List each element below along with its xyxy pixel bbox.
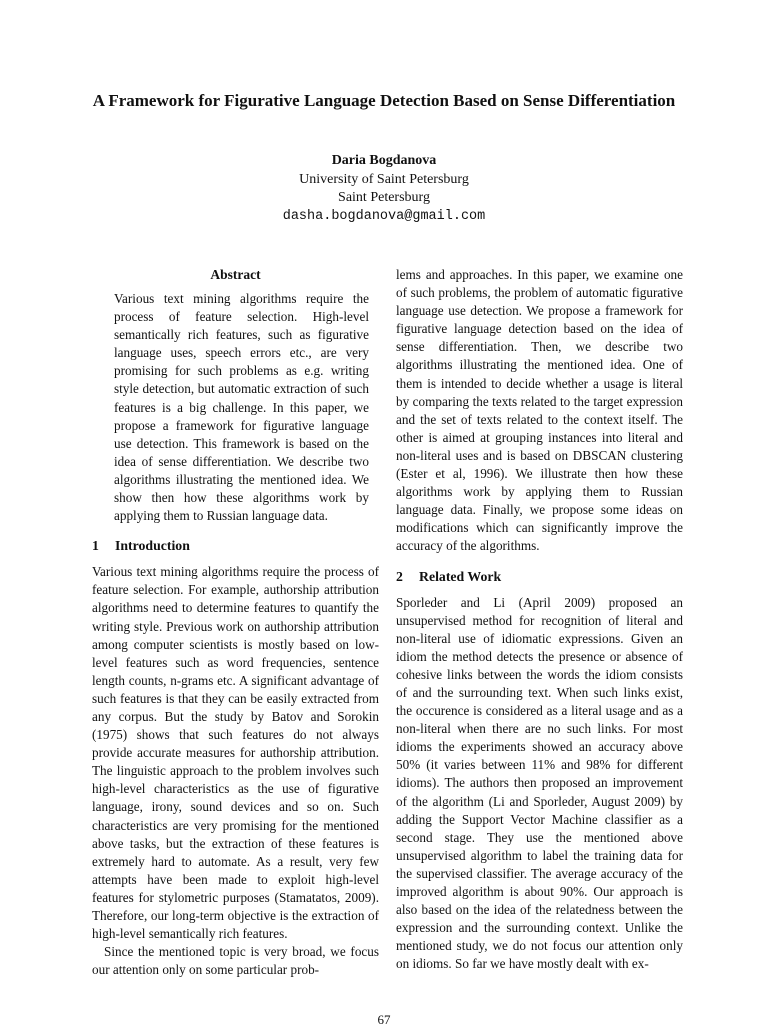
intro-paragraph-2-continued: lems and approaches. In this paper, we examine one of such problems, the problem of automatic figurative language use detection. We propose a framework for figurative language detection based on the idea of sense differentiation. Then, we describe two algorithms illustrating the mentioned idea. One of them is intended to decide whether a usage is literal by comparing the texts related to the target expression and the set of texts related to the context itself. The other is aimed at grouping instances into literal and non-literal uses and is based on DBSCAN clustering (Ester et al, 1996). We illustrate then how these algorithms work by applying them to Russian language data. Finally, we propose some ideas on modifications which can significantly improve the accuracy of the algorithms. <box>396 267 683 554</box>
section-number: 2 <box>396 568 403 584</box>
right-column <box>396 266 683 973</box>
abstract-text: Various text mining algorithms require the process of feature selection. High-level semantically rich features, such as figurative language uses, speech errors etc., are very promising for such problems as e.g. writing style detection, but automatic extraction of such features is a big challenge. In this paper, we propose a framework for figurative language use detection. This framework is based on the idea of sense differentiation. We describe two algorithms illustrating the mentioned idea. We show then how these algorithms work by applying them to Russian language data. <box>114 291 369 524</box>
intro-paragraph-1: Various text mining algorithms require the process of feature selection. For example, authorship attribution algorithms need to determine features to quantify the writing style. Previous work on authorship attribution among computer scientists is mostly based on low-level features such as word frequencies, sentence length counts, n-grams etc. A significant advantage of such features is that they can be easily extracted from any corpus. But the study by Batov and Sorokin (1975) shows that such features do not always provide accurate measures for authorship attribution. The linguistic approach to the problem involves such high-level characteristics as the use of figurative language, irony, sound devices and so on. Such characteristics are very promising for the mentioned above tasks, but the extraction of these features is extremely hard to automate. As a result, very few attempts have been made to exploit high-level features for stylometric purposes (Stamatatos, 2009). Therefore, our long-term objective is the extraction of high-level semantically rich features. <box>92 564 379 942</box>
author-city: Saint Petersburg <box>338 190 430 205</box>
left-column <box>92 266 379 979</box>
section-heading-related-work <box>396 568 683 586</box>
author-affiliation: University of Saint Petersburg <box>299 171 469 187</box>
section-title: Related Work <box>419 568 502 584</box>
page-number: 67 <box>377 1012 391 1027</box>
section-title: Introduction <box>115 538 190 554</box>
section-heading-introduction <box>92 537 379 555</box>
author-name: Daria Bogdanova <box>331 153 437 168</box>
author-email: dasha.bogdanova@gmail.com <box>282 208 486 224</box>
related-work-paragraph-1: Sporleder and Li (April 2009) proposed an unsupervised method for recognition of literal and non-literal use of idiomatic expressions. Given an idiom the method detects the presence or absence of cohesive links between the words the idiom consists of and the surrounding text. When such links exist, the occurence is considered as a literal usage and as a non-literal when there are no such links. For most idioms the experiments showed an accuracy above 50% (it varies between 11% and 98% for different idioms). The authors then proposed an improvement of the algorithm (Li and Sporleder, August 2009) by adding the Support Vector Machine classifier as a second stage. They use the mentioned above unsupervised algorithm to label the training data for the supervised classifier. The average accuracy of the improved algorithm is about 90%. Our approach is also based on the idea of the relatedness between the expression and the surrounding context. Unlike the mentioned study, we do not focus our attention only on idioms. So far we have mostly dealt with ex- <box>396 594 683 972</box>
paper-title: A Framework for Figurative Language Detection Based on Sense Differentiation <box>92 91 676 110</box>
section-number: 1 <box>92 538 99 554</box>
author-block <box>80 152 688 226</box>
abstract-heading: Abstract <box>210 267 261 282</box>
intro-paragraph-2-start: Since the mentioned topic is very broad, we focus our attention only on some particular prob- <box>92 944 379 978</box>
